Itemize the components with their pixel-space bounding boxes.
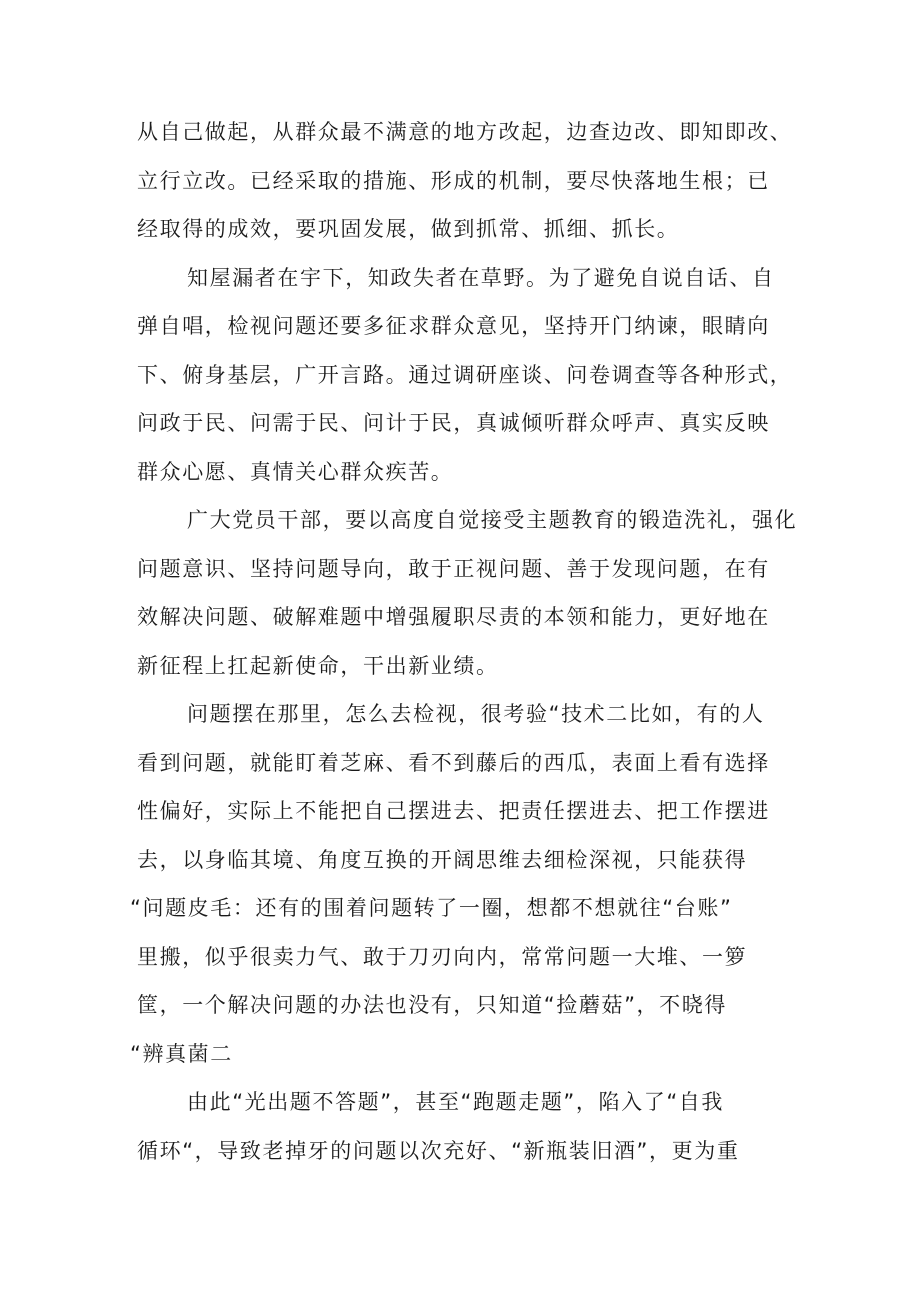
paragraph-5-line-2: 循环“，导致老掉牙的问题以次充好、“新瓶装旧酒”，更为重	[137, 1139, 740, 1163]
paragraph-4-line-7: 筐，一个解决问题的办法也没有，只知道“捡蘑菇”，不晓得	[137, 993, 727, 1017]
paragraph-1-line-1: 从自己做起，从群众最不满意的地方改起，边查边改、即知即改、	[137, 120, 793, 144]
paragraph-4-line-8: “辨真菌二	[130, 1042, 233, 1066]
paragraph-4-line-6: 里搬，似乎很卖力气、敢于刀刃向内，常常问题一大堆、一箩	[137, 945, 748, 969]
paragraph-2-line-1: 知屋漏者在宇下，知政失者在草野。为了避免自说自话、自	[187, 266, 775, 290]
paragraph-5-line-1: 由此“光出题不答题”，甚至“跑题走题”，陷入了“自我	[187, 1090, 724, 1114]
paragraph-4-line-4: 去，以身临其境、角度互换的开阔思维去细检深视，只能获得	[137, 848, 748, 872]
paragraph-2-line-4: 问政于民、问需于民、问计于民，真诚倾听群众呼声、真实反映	[137, 411, 770, 435]
paragraph-4-line-1: 问题摆在那里，怎么去检视，很考验“技术二比如，有的人	[187, 702, 765, 726]
paragraph-3-line-4: 新征程上扛起新使命，干出新业绩。	[137, 654, 499, 678]
paragraph-4-line-2: 看到问题，就能盯着芝麻、看不到藤后的西瓜，表面上看有选择	[137, 751, 770, 775]
paragraph-4-line-5: “问题皮毛：还有的围着问题转了一圈，想都不想就往“台账”	[130, 896, 733, 920]
paragraph-2-line-3: 下、俯身基层，广开言路。通过调研座谈、问卷调查等各种形式，	[137, 363, 793, 387]
paragraph-2-line-5: 群众心愿、真情关心群众疾苦。	[137, 460, 454, 484]
paragraph-3-line-3: 效解决问题、破解难题中增强履职尽责的本领和能力，更好地在	[137, 605, 770, 629]
paragraph-3-line-1: 广大党员干部，要以高度自觉接受主题教育的锻造洗礼，强化	[187, 508, 798, 532]
paragraph-2-line-2: 弹自唱，检视问题还要多征求群众意见，坚持开门纳谏，眼睛向	[137, 314, 770, 338]
paragraph-3-line-2: 问题意识、坚持问题导向，敢于正视问题、善于发现问题，在有	[137, 557, 770, 581]
paragraph-1-line-3: 经取得的成效，要巩固发展，做到抓常、抓细、抓长。	[137, 217, 680, 241]
paragraph-1-line-2: 立行立改。已经采取的措施、形成的机制，要尽快落地生根；已	[137, 169, 770, 193]
paragraph-4-line-3: 性偏好，实际上不能把自己摆进去、把责任摆进去、把工作摆进	[137, 799, 770, 823]
